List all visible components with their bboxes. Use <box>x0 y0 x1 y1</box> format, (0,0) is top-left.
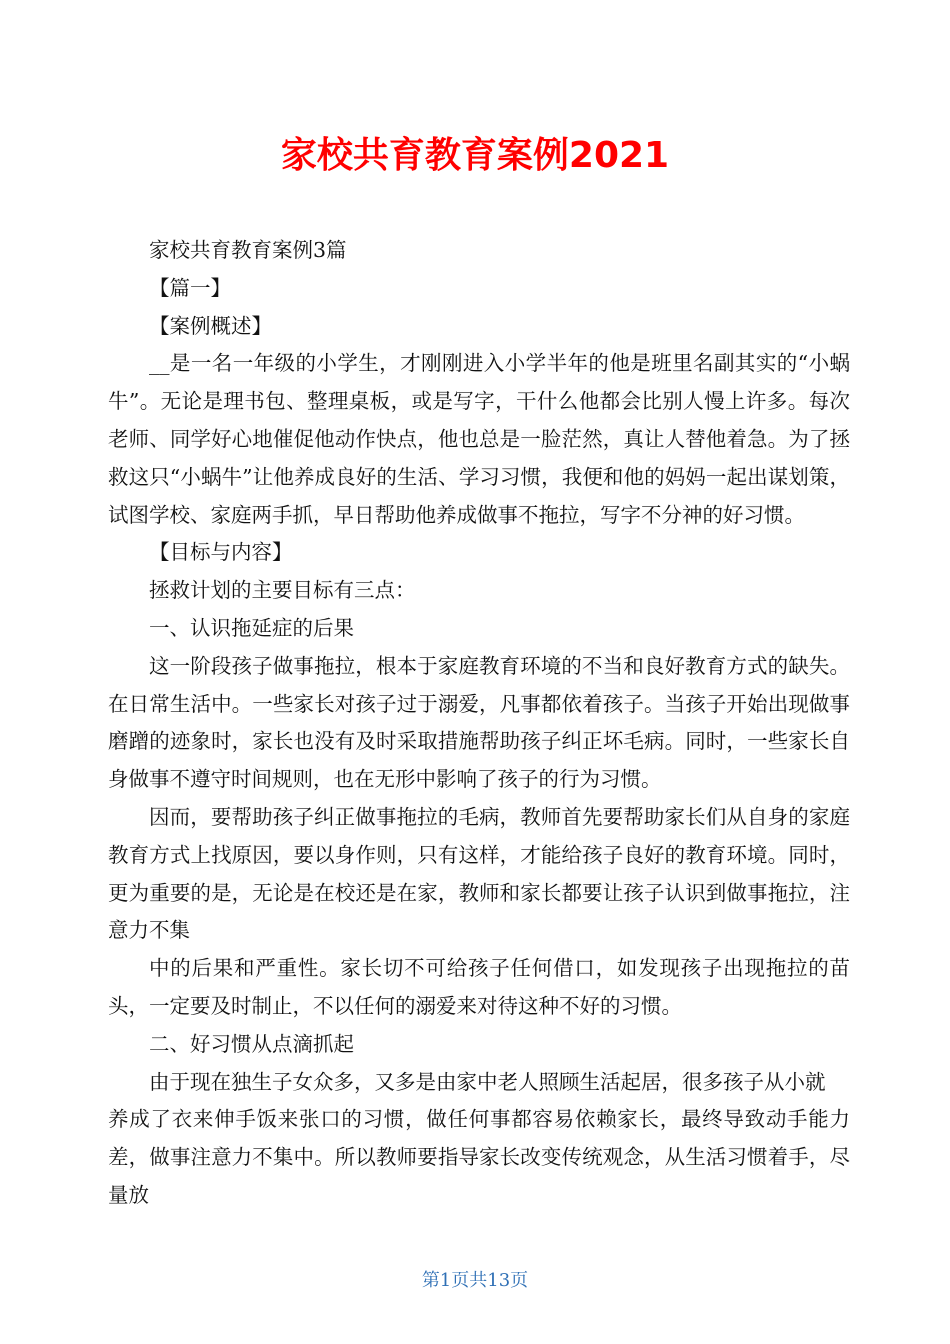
sub-heading: 一、认识拖延症的后果 <box>149 615 354 640</box>
paragraph: 中的后果和严重性。家长切不可给孩子任何借口，如发现孩子出现拖拉的苗头，一定要及时制止，不以任何的溺爱来对待这种不好的习惯。 <box>108 956 850 1018</box>
paragraph: 由于现在独生子女众多，又多是由家中老人照顾生活起居，很多孩子从小就 <box>149 1069 826 1094</box>
document-title: 家校共育教育案例2021 <box>280 135 670 177</box>
page-number: 第1页共13页 <box>421 1270 529 1291</box>
paragraph: 拯救计划的主要目标有三点： <box>149 578 416 603</box>
paragraph: 养成了衣来伸手饭来张口的习惯，做任何事都容易依赖家长，最终导致动手能力差，做事注意力不集中。所以教师要指导家长改变传统观念，从生活习惯着手，尽量放 <box>108 1107 850 1207</box>
paragraph: 这一阶段孩子做事拖拉，根本于家庭教育环境的不当和良好教育方式的缺失。在日常生活中。一些家长对孩子过于溺爱，凡事都依着孩子。当孩子开始出现做事磨蹭的迹象时，家长也没有及时采取措施帮助孩子纠正坏毛病。同时，一些家长自身做事不遵守时间规则，也在无形中影响了孩子的行为习惯。 <box>108 653 850 792</box>
section-heading: 【目标与内容】 <box>149 540 293 565</box>
paragraph: 因而，要帮助孩子纠正做事拖拉的毛病，教师首先要帮助家长们从自身的家庭教育方式上找原因，要以身作则，只有这样，才能给孩子良好的教育环境。同时，更为重要的是，无论是在校还是在家，教师和家长都要让孩子认识到做事拖拉，注意力不集 <box>108 804 850 943</box>
section-heading: 【案例概述】 <box>149 313 272 338</box>
paragraph: __是一名一年级的小学生，才刚刚进入小学半年的他是班里名副其实的“小蜗牛”。无论是理书包、整理桌板，或是写字，干什么他都会比别人慢上许多。每次老师、同学好心地催促他动作快点，他也总是一脸茫然，真让人替他着急。为了拯救这只“小蜗牛”让他养成良好的生活、学习习惯，我便和他的妈妈一起出谋划策，试图学校、家庭两手抓，早日帮助他养成做事不拖拉，写字不分神的好习惯。 <box>108 351 850 527</box>
sub-heading: 二、好习惯从点滴抓起 <box>149 1031 354 1056</box>
document-body <box>108 232 850 1215</box>
intro-line: 家校共育教育案例3篇 <box>149 238 347 262</box>
section-heading: 【篇一】 <box>149 275 231 300</box>
